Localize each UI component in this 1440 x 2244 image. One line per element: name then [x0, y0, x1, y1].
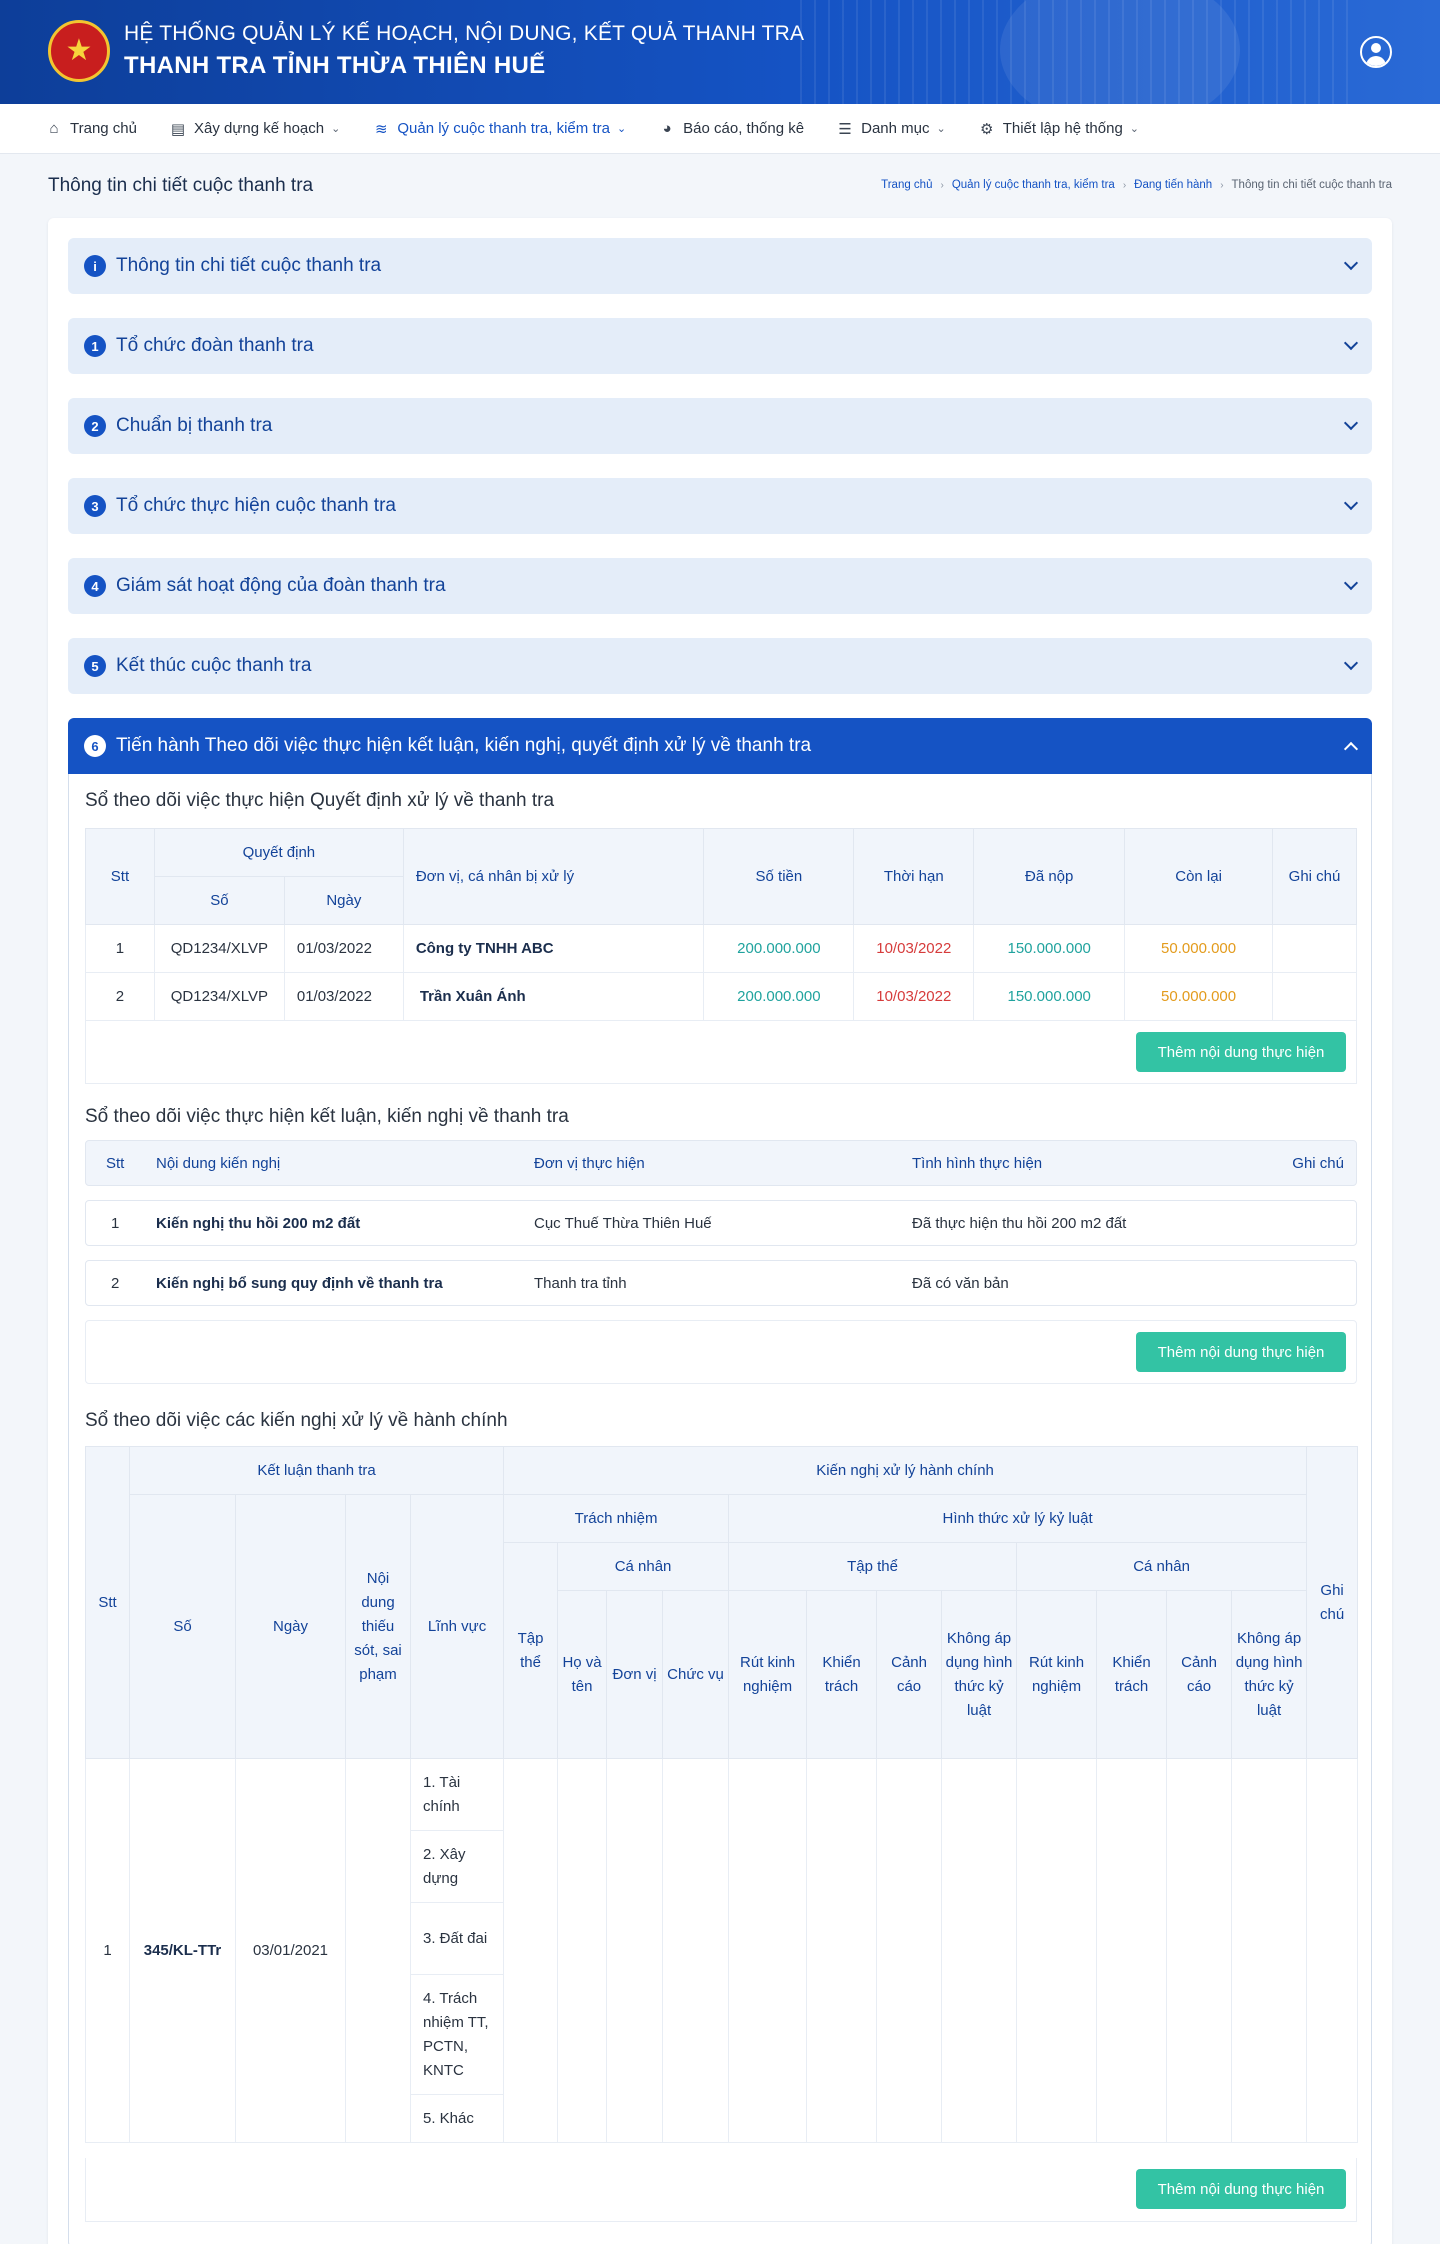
- cell-note: [1273, 925, 1357, 973]
- chevron-right-icon: ›: [1122, 179, 1127, 191]
- col-header: Tình hình thực hiện: [912, 1155, 1043, 1172]
- accordion-label: Thông tin chi tiết cuộc thanh tra: [116, 255, 382, 276]
- step-number-badge: 3: [84, 495, 106, 517]
- nav-item-settings[interactable]: [979, 120, 1139, 138]
- chevron-down-icon: ⌄: [936, 123, 946, 135]
- col-header: Rút kinh nghiệm: [729, 1591, 807, 1759]
- cell-stt: 1: [86, 925, 155, 973]
- accordion-step-1[interactable]: [68, 318, 1372, 374]
- col-header: Rút kinh nghiệm: [1017, 1591, 1097, 1759]
- main-card: [48, 218, 1392, 2244]
- step-number-badge: 1: [84, 335, 106, 357]
- page-title: Thông tin chi tiết cuộc thanh tra: [48, 175, 314, 196]
- nav-label: Báo cáo, thống kê: [683, 120, 805, 137]
- section-title-conclusions: Sổ theo dõi việc thực hiện kết luận, kiến nghị về thanh tra: [85, 1106, 569, 1127]
- col-header: Số tiền: [704, 829, 854, 925]
- nav-item-catalog[interactable]: [837, 120, 946, 138]
- chevron-down-icon: [1344, 336, 1358, 350]
- cell-empty: [1232, 1759, 1307, 2143]
- col-header: Cảnh cáo: [1167, 1591, 1232, 1759]
- table-row[interactable]: [86, 973, 1357, 1021]
- col-header: Lĩnh vực: [411, 1495, 504, 1759]
- col-header: Cá nhân: [1017, 1543, 1307, 1591]
- col-header: Không áp dụng hình thức kỷ luật: [942, 1591, 1017, 1759]
- cell-executing-unit: Cục Thuế Thừa Thiên Huế: [534, 1215, 712, 1232]
- breadcrumb-item[interactable]: Đang tiến hành: [1134, 179, 1213, 191]
- chevron-down-icon: [1344, 416, 1358, 430]
- cell-empty: [558, 1759, 607, 2143]
- cell-decision-number: QD1234/XLVP: [154, 925, 284, 973]
- cell-stt: 2: [111, 1275, 120, 1292]
- step-number-badge: 2: [84, 415, 106, 437]
- nav-label: Quản lý cuộc thanh tra, kiểm tra: [397, 120, 610, 137]
- chevron-up-icon: [1344, 742, 1358, 756]
- cell-empty: [1017, 1759, 1097, 2143]
- system-name: HỆ THỐNG QUẢN LÝ KẾ HOẠCH, NỘI DUNG, KẾT QUẢ THANH TRA: [124, 22, 805, 45]
- step-number-badge: 6: [84, 735, 106, 757]
- chevron-down-icon: [1344, 656, 1358, 670]
- chevron-down-icon: [1344, 256, 1358, 270]
- cell-stt: 2: [86, 973, 155, 1021]
- accordion-label: Kết thúc cuộc thanh tra: [116, 655, 312, 676]
- org-name: THANH TRA TỈNH THỪA THIÊN HUẾ: [124, 52, 546, 79]
- nav-item-home[interactable]: [46, 120, 137, 137]
- cell-entity: Trần Xuân Ánh: [403, 973, 704, 1021]
- accordion-step-6[interactable]: [68, 718, 1372, 774]
- cell-empty: [1097, 1759, 1167, 2143]
- list-item[interactable]: [85, 1260, 1357, 1306]
- col-header: Trách nhiệm: [504, 1495, 729, 1543]
- col-header: Đơn vị, cá nhân bị xử lý: [403, 829, 704, 925]
- breadcrumb-item[interactable]: Quản lý cuộc thanh tra, kiểm tra: [951, 179, 1115, 191]
- chevron-down-icon: ⌄: [331, 123, 341, 135]
- cell-deadline: 10/03/2022: [854, 925, 974, 973]
- cell-stt: 1: [111, 1215, 120, 1232]
- cell-entity: Công ty TNHH ABC: [403, 925, 704, 973]
- col-header: Cảnh cáo: [877, 1591, 942, 1759]
- col-header: Ngày: [284, 877, 403, 925]
- accordion-step-5[interactable]: [68, 638, 1372, 694]
- list-icon: ☰: [838, 120, 852, 138]
- col-header: Tập thể: [729, 1543, 1017, 1591]
- chevron-down-icon: ⌄: [1129, 123, 1140, 135]
- table-row[interactable]: [86, 925, 1357, 973]
- col-header: Tập thể: [504, 1543, 558, 1759]
- gear-icon: ⚙: [979, 120, 994, 138]
- administrative-actions: [85, 2158, 1357, 2222]
- chevron-right-icon: ›: [1220, 179, 1224, 191]
- add-decision-content-button[interactable]: Thêm nội dung thực hiện: [1136, 1032, 1346, 1072]
- col-header: Đơn vị thực hiện: [534, 1155, 645, 1172]
- breadcrumb-item[interactable]: Trang chủ: [881, 179, 933, 191]
- col-header: Họ và tên: [558, 1591, 607, 1759]
- col-header: Kết luận thanh tra: [130, 1447, 504, 1495]
- col-header: Thời hạn: [854, 829, 974, 925]
- chevron-down-icon: [1344, 496, 1358, 510]
- col-header: Đơn vị: [607, 1591, 663, 1759]
- add-administrative-content-button[interactable]: Thêm nội dung thực hiện: [1136, 2169, 1346, 2209]
- table-row[interactable]: [86, 1759, 1358, 1831]
- cell-status: Đã thực hiện thu hồi 200 m2 đất: [912, 1215, 1127, 1232]
- cell-empty: [1307, 1759, 1358, 2143]
- section-title-administrative: Sổ theo dõi việc các kiến nghị xử lý về hành chính: [85, 1410, 508, 1431]
- home-icon: ⌂: [49, 120, 59, 137]
- accordion-label: Tổ chức thực hiện cuộc thanh tra: [116, 495, 396, 516]
- cell-conclusion-number: 345/KL-TTr: [130, 1759, 236, 2143]
- cell-empty: [607, 1759, 663, 2143]
- nav-item-reports[interactable]: [659, 120, 804, 137]
- col-header: Nội dung thiếu sót, sai phạm: [346, 1495, 411, 1759]
- nav-label: Trang chủ: [70, 120, 137, 137]
- cell-empty: [663, 1759, 729, 2143]
- breadcrumb: [881, 179, 1392, 191]
- col-header: Ghi chú: [1273, 829, 1357, 925]
- logo-emblem-icon[interactable]: ★: [48, 20, 110, 82]
- cell-recommendation: Kiến nghị bổ sung quy định về thanh tra: [156, 1275, 443, 1292]
- app-header: [0, 0, 1440, 104]
- main-nav: [0, 104, 1440, 154]
- accordion-general-info[interactable]: [68, 238, 1372, 294]
- accordion-label: Tổ chức đoàn thanh tra: [116, 335, 314, 356]
- chevron-right-icon: ›: [940, 179, 944, 191]
- col-header: Kiến nghị xử lý hành chính: [504, 1447, 1307, 1495]
- accordion-label: Giám sát hoạt động của đoàn thanh tra: [116, 575, 446, 596]
- cell-conclusion-date: 03/01/2021: [236, 1759, 346, 2143]
- col-header: Đã nộp: [974, 829, 1125, 925]
- cell-remaining: 50.000.000: [1125, 925, 1273, 973]
- chevron-down-icon: ⌄: [616, 123, 627, 135]
- col-header: Chức vụ: [663, 1591, 729, 1759]
- col-header: Hình thức xử lý kỷ luật: [729, 1495, 1307, 1543]
- cell-deadline: 10/03/2022: [854, 973, 974, 1021]
- nav-label: Xây dựng kế hoạch: [193, 120, 325, 137]
- col-header: Không áp dụng hình thức kỷ luật: [1232, 1591, 1307, 1759]
- conclusions-table-header: [85, 1140, 1357, 1186]
- cell-remaining: 50.000.000: [1125, 973, 1273, 1021]
- cell-status: Đã có văn bản: [912, 1275, 1009, 1292]
- col-header: Quyết định: [154, 829, 403, 877]
- pie-chart-icon: ◕: [662, 120, 672, 137]
- nav-item-inspection-management[interactable]: [373, 120, 626, 138]
- cell-decision-date: 01/03/2022: [284, 973, 403, 1021]
- col-header: Stt: [86, 1447, 130, 1759]
- cell-empty: [504, 1759, 558, 2143]
- cell-amount: 200.000.000: [704, 973, 854, 1021]
- accordion-step-2[interactable]: [68, 398, 1372, 454]
- section-title-decisions: Sổ theo dõi việc thực hiện Quyết định xử lý về thanh tra: [85, 790, 555, 811]
- chevron-down-icon: [1344, 576, 1358, 590]
- cell-empty: [877, 1759, 942, 2143]
- cell-violation: [346, 1759, 411, 2143]
- cell-field: 2. Xây dựng: [411, 1831, 504, 1903]
- col-header: Ghi chú: [1292, 1155, 1344, 1172]
- cell-recommendation: Kiến nghị thu hồi 200 m2 đất: [156, 1215, 361, 1232]
- nav-label: Danh mục: [861, 120, 930, 137]
- accordion-step-4[interactable]: [68, 558, 1372, 614]
- list-item[interactable]: [85, 1200, 1357, 1246]
- add-conclusion-content-button[interactable]: Thêm nội dung thực hiện: [1136, 1332, 1346, 1372]
- clipboard-icon: ▤: [170, 120, 186, 138]
- col-header: Stt: [86, 829, 155, 925]
- col-header: Số: [154, 877, 284, 925]
- cell-field: 3. Đất đai: [411, 1903, 504, 1975]
- step-number-badge: 4: [84, 575, 106, 597]
- info-icon: i: [84, 255, 106, 277]
- layers-icon: ≋: [375, 120, 388, 138]
- cell-amount: 200.000.000: [704, 925, 854, 973]
- accordion-step-6-panel: [68, 774, 1372, 2244]
- accordion-label: Chuẩn bị thanh tra: [116, 415, 273, 436]
- accordion-step-3[interactable]: [68, 478, 1372, 534]
- breadcrumb-current: Thông tin chi tiết cuộc thanh tra: [1231, 179, 1392, 191]
- col-header: Số: [130, 1495, 236, 1759]
- col-header: Stt: [106, 1155, 125, 1172]
- user-account-icon[interactable]: [1360, 36, 1392, 68]
- cell-empty: [1167, 1759, 1232, 2143]
- accordion-label: Tiến hành Theo dõi việc thực hiện kết luận, kiến nghị, quyết định xử lý về thanh tra: [116, 735, 812, 756]
- cell-stt: 1: [86, 1759, 130, 2143]
- col-header: Ngày: [236, 1495, 346, 1759]
- administrative-table: [85, 1446, 1358, 2143]
- col-header: Cá nhân: [558, 1543, 729, 1591]
- col-header: Khiển trách: [807, 1591, 877, 1759]
- header-decoration-circle: [1000, 0, 1240, 104]
- col-header: Còn lại: [1125, 829, 1273, 925]
- cell-executing-unit: Thanh tra tỉnh: [534, 1275, 627, 1292]
- step-number-badge: 5: [84, 655, 106, 677]
- cell-empty: [729, 1759, 807, 2143]
- cell-paid: 150.000.000: [974, 973, 1125, 1021]
- cell-empty: [807, 1759, 877, 2143]
- cell-empty: [942, 1759, 1017, 2143]
- cell-field: 4. Trách nhiệm TT, PCTN, KNTC: [411, 1975, 504, 2095]
- col-header: Khiển trách: [1097, 1591, 1167, 1759]
- nav-label: Thiết lập hệ thống: [1002, 120, 1123, 137]
- cell-note: [1273, 973, 1357, 1021]
- col-header: Ghi chú: [1307, 1447, 1358, 1759]
- decisions-actions: [85, 1020, 1357, 1084]
- cell-paid: 150.000.000: [974, 925, 1125, 973]
- decisions-table: [85, 828, 1357, 1021]
- conclusions-actions: [85, 1320, 1357, 1384]
- nav-item-planning[interactable]: [170, 120, 340, 138]
- cell-field: 1. Tài chính: [411, 1759, 504, 1831]
- cell-field: 5. Khác: [411, 2095, 504, 2143]
- cell-decision-number: QD1234/XLVP: [154, 973, 284, 1021]
- col-header: Nội dung kiến nghị: [156, 1155, 281, 1172]
- cell-decision-date: 01/03/2022: [284, 925, 403, 973]
